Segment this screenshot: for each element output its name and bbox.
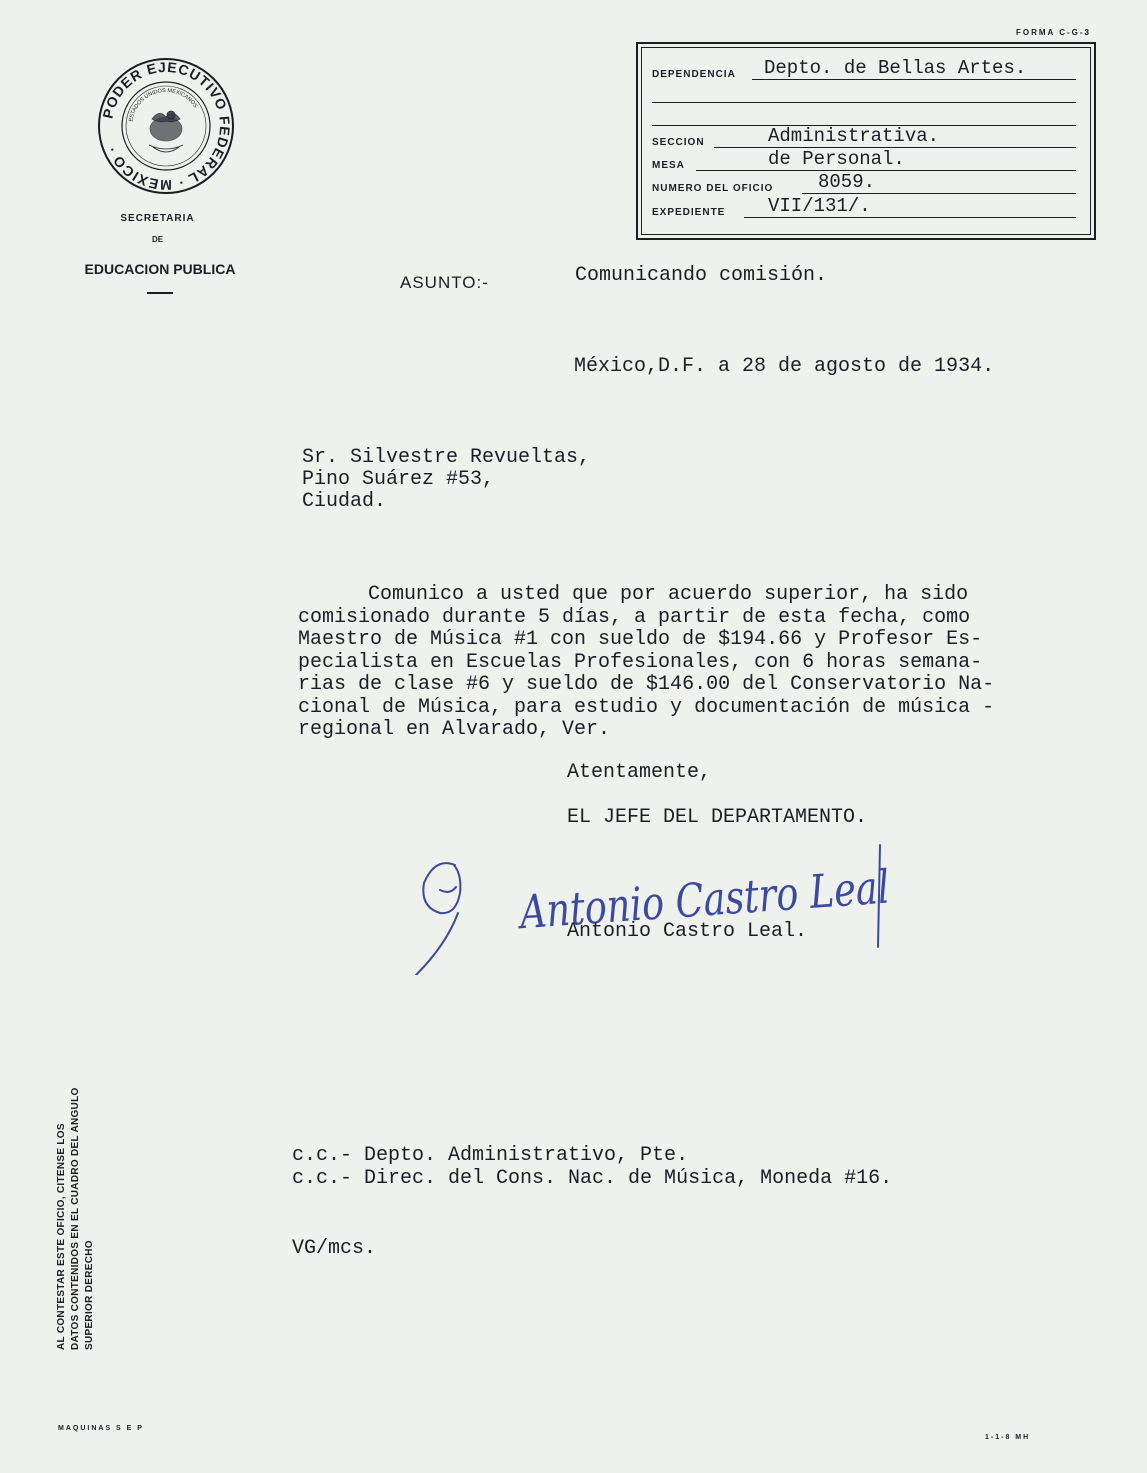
asunto-label: ASUNTO:- <box>400 273 489 292</box>
side-note-line: DATOS CONTENIDOS EN EL CUADRO DEL ANGULO <box>70 1087 81 1350</box>
closing-position: EL JEFE DEL DEPARTAMENTO. <box>567 806 868 829</box>
expediente-value: VII/131/. <box>768 195 871 217</box>
reference-box <box>636 42 1096 240</box>
signature <box>410 835 900 975</box>
seal-inner-text: ESTADOS UNIDOS MEXICANOS <box>128 87 199 123</box>
body-line: pecialista en Escuelas Profesionales, con 6 horas semana- <box>298 650 983 674</box>
seccion-label: SECCION <box>652 137 705 148</box>
dependencia-line <box>752 79 1076 80</box>
recipient-city: Ciudad. <box>302 490 387 513</box>
body-line: Comunico a usted que por acuerdo superior, ha sido <box>368 583 969 606</box>
cc-line-2: c.c.- Direc. del Cons. Nac. de Música, Moneda #16. <box>292 1167 893 1190</box>
body-line: rias de clase #6 y sueldo de $146.00 del Conservatorio Na- <box>298 673 995 696</box>
form-code: FORMA C-G-3 <box>1015 28 1091 37</box>
expediente-row <box>652 195 1076 220</box>
oficio-label: NUMERO DEL OFICIO <box>652 183 774 194</box>
dependencia-label: DEPENDENCIA <box>652 69 736 80</box>
cc-line-1: c.c.- Depto. Administrativo, Pte. <box>292 1144 689 1167</box>
signature-icon <box>410 835 900 975</box>
agency-line1: SECRETARIA <box>120 213 195 224</box>
side-note <box>55 1030 95 1350</box>
initials: VG/mcs. <box>292 1237 377 1260</box>
mesa-line <box>696 170 1076 171</box>
mesa-label: MESA <box>652 160 685 171</box>
signature-script: Antonio Castro Leal <box>518 852 900 940</box>
agency-divider <box>147 292 173 294</box>
oficio-row <box>652 171 1076 196</box>
mesa-row <box>652 148 1076 173</box>
side-note-line: SUPERIOR DERECHO <box>84 1240 95 1350</box>
oficio-line <box>802 193 1076 194</box>
closing-greeting: Atentamente, <box>567 761 712 784</box>
signer-name: Antonio Castro Leal. <box>567 920 808 943</box>
body-line: cional de Música, para estudio y documentación de música - <box>298 695 995 719</box>
agency-name: EDUCACION PUBLICA <box>84 261 236 277</box>
body-line: regional en Alvarado, Ver. <box>298 718 611 741</box>
asunto-value: Comunicando comisión. <box>575 264 828 287</box>
footer-left: MAQUINAS S E P <box>58 1425 144 1432</box>
recipient-name: Sr. Silvestre Revueltas, <box>302 446 591 469</box>
body-line: Maestro de Música #1 con sueldo de $194.66 y Profesor Es- <box>298 628 983 651</box>
expediente-line <box>744 217 1076 218</box>
oficio-value: 8059. <box>818 171 876 193</box>
body-paragraph <box>298 584 994 742</box>
recipient-address: Pino Suárez #53, <box>302 468 495 491</box>
blank-line-1 <box>652 85 1076 105</box>
agency-line2: DE <box>151 235 164 244</box>
date-line: México,D.F. a 28 de agosto de 1934. <box>574 355 995 378</box>
footer-right: 1-1-8 MH <box>985 1434 1031 1441</box>
seal-outer-text: PODER EJECUTIVO FEDERAL · MEXICO · <box>99 58 234 194</box>
body-line: comisionado durante 5 días, a partir de esta fecha, como <box>298 605 971 629</box>
side-note-line: AL CONTESTAR ESTE OFICIO, CITENSE LOS <box>56 1123 67 1350</box>
expediente-label: EXPEDIENTE <box>652 207 726 218</box>
government-seal <box>97 57 235 195</box>
dependencia-value: Depto. de Bellas Artes. <box>764 57 1027 79</box>
mesa-value: de Personal. <box>768 148 905 170</box>
seal-icon <box>97 57 235 195</box>
dependencia-row <box>652 57 1076 82</box>
seccion-value: Administrativa. <box>768 125 940 147</box>
seccion-row <box>652 125 1076 150</box>
